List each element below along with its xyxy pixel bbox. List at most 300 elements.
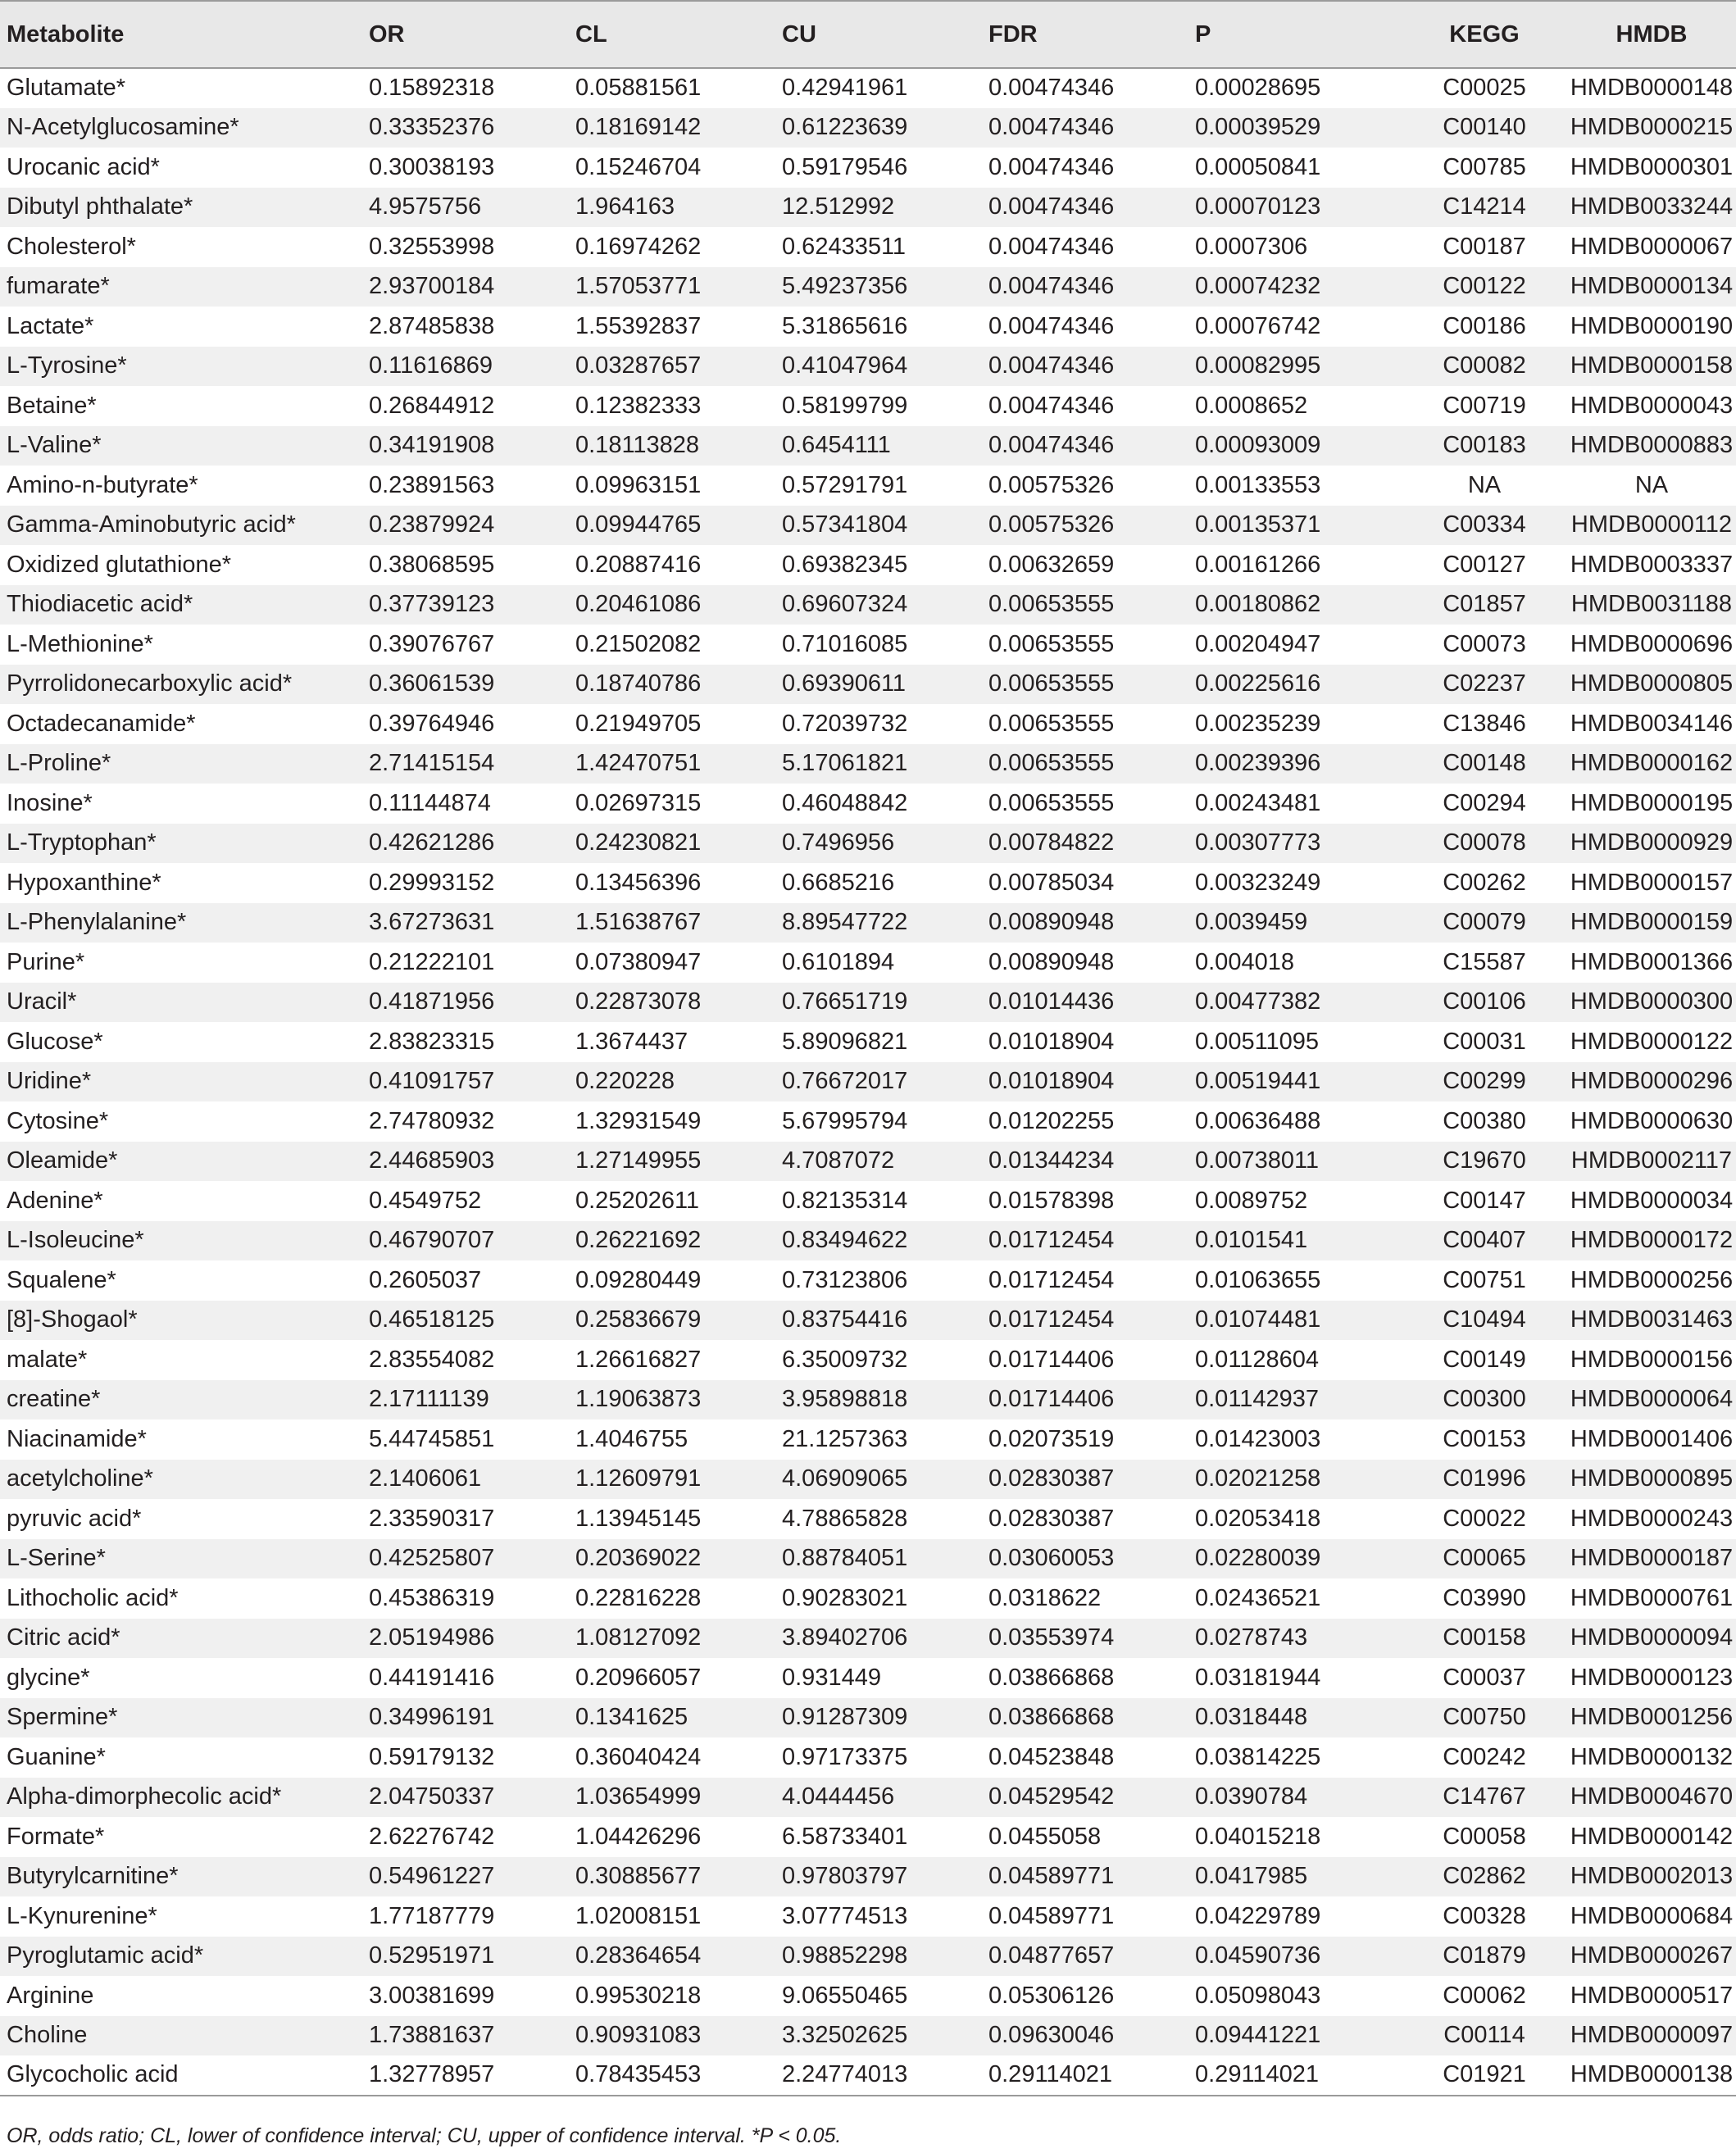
table-row (0, 1260, 1736, 1301)
p-cell: 0.00225616 (1195, 670, 1321, 697)
cu-cell: 0.69382345 (782, 551, 908, 578)
p-cell: 0.004018 (1195, 948, 1294, 975)
metabolite-cell: creatine* (7, 1386, 101, 1413)
or-cell: 0.33352376 (369, 114, 495, 141)
cu-cell: 0.76672017 (782, 1068, 908, 1095)
kegg-cell: C00300 (1443, 1386, 1526, 1413)
cu-cell: 4.06909065 (782, 1465, 908, 1492)
cu-cell: 6.58733401 (782, 1823, 908, 1850)
kegg-cell: C02237 (1443, 670, 1526, 697)
cu-cell: 3.89402706 (782, 1624, 908, 1651)
kegg-cell: C00122 (1443, 273, 1526, 300)
p-cell: 0.00133553 (1195, 471, 1321, 498)
p-cell: 0.04229789 (1195, 1902, 1321, 1929)
hmdb-cell: HMDB0000215 (1570, 114, 1734, 141)
hmdb-cell: HMDB0000142 (1570, 1823, 1734, 1850)
hmdb-cell: HMDB0031188 (1570, 591, 1733, 618)
hmdb-cell: HMDB0000300 (1570, 988, 1734, 1015)
p-cell: 0.01142937 (1195, 1386, 1320, 1413)
p-cell: 0.0039459 (1195, 909, 1308, 936)
cu-cell: 5.67995794 (782, 1107, 908, 1134)
column-header-fdr: FDR (988, 1, 1195, 68)
cu-cell: 4.7087072 (782, 1147, 895, 1174)
cu-cell: 0.6454111 (782, 432, 891, 459)
metabolite-cell: Uridine* (7, 1068, 92, 1095)
cu-cell: 0.7496956 (782, 829, 895, 856)
metabolite-cell: Urocanic acid* (7, 153, 160, 180)
cl-cell: 1.4046755 (575, 1425, 688, 1452)
hmdb-cell: HMDB0002117 (1570, 1147, 1733, 1174)
or-cell: 2.04750337 (369, 1783, 495, 1810)
hmdb-cell: HMDB0000064 (1570, 1386, 1734, 1413)
table-row (0, 1022, 1736, 1062)
cu-cell: 0.71016085 (782, 630, 908, 657)
metabolite-cell: Dibutyl phthalate* (7, 193, 193, 220)
table-row (0, 1460, 1736, 1500)
hmdb-cell: HMDB0034146 (1570, 710, 1734, 737)
metabolite-cell: Citric acid* (7, 1624, 120, 1651)
kegg-cell: C13846 (1443, 710, 1526, 737)
p-cell: 0.0417985 (1195, 1863, 1308, 1890)
or-cell: 3.67273631 (369, 909, 495, 936)
fdr-cell: 0.29114021 (988, 2055, 1195, 2096)
p-cell: 0.00093009 (1195, 432, 1321, 459)
p-cell: 0.00239396 (1195, 750, 1321, 777)
table-row (0, 863, 1736, 903)
or-cell: 2.93700184 (369, 273, 495, 300)
or-cell: 0.42621286 (369, 829, 495, 856)
kegg-cell: C00328 (1443, 1902, 1526, 1929)
or-cell: 0.36061539 (369, 670, 495, 697)
fdr-cell: 0.00653555 (988, 710, 1115, 737)
table-footnote: OR, odds ratio; CL, lower of confidence interval; CU, upper of confidence interval. *P < 0.05. (7, 2124, 842, 2147)
metabolite-cell: L-Isoleucine* (7, 1227, 144, 1254)
fdr-cell: 0.01344234 (988, 1147, 1115, 1174)
table-row (0, 704, 1736, 744)
kegg-cell: C00031 (1443, 1028, 1526, 1055)
kegg-cell: C19670 (1443, 1147, 1526, 1174)
fdr-cell: 0.01712454 (988, 1227, 1115, 1254)
column-header-hmdb: HMDB (1567, 1, 1736, 68)
hmdb-cell: HMDB0000190 (1570, 312, 1734, 339)
fdr-cell: 0.00474346 (988, 233, 1115, 260)
table-row (0, 1937, 1736, 1977)
cu-cell: 0.73123806 (782, 1266, 908, 1293)
cu-cell: 5.89096821 (782, 1028, 908, 1055)
or-cell: 0.44191416 (369, 1664, 495, 1691)
p-cell: 0.0278743 (1195, 1624, 1308, 1651)
cu-cell: 4.78865828 (782, 1505, 908, 1532)
kegg-cell: C00785 (1443, 153, 1526, 180)
cl-cell: 0.20369022 (575, 1545, 702, 1572)
fdr-cell: 0.00474346 (988, 352, 1115, 379)
kegg-cell: C00149 (1443, 1346, 1526, 1373)
column-header-or: OR (369, 1, 575, 68)
fdr-cell: 0.04589771 (988, 1863, 1115, 1890)
cl-cell: 1.13945145 (575, 1505, 702, 1532)
kegg-cell: C00153 (1443, 1425, 1526, 1452)
metabolite-cell: Purine* (7, 948, 85, 975)
p-cell: 0.05098043 (1195, 1982, 1321, 2009)
hmdb-cell: HMDB0000883 (1570, 432, 1734, 459)
table-row (0, 784, 1736, 824)
hmdb-cell: HMDB0000043 (1570, 392, 1734, 419)
table-row (0, 426, 1736, 466)
hmdb-cell: HMDB0001256 (1570, 1704, 1734, 1731)
cu-cell: 0.76651719 (782, 988, 908, 1015)
column-header-kegg: KEGG (1402, 1, 1567, 68)
metabolite-cell: L-Phenylalanine* (7, 909, 187, 936)
p-cell: 0.00070123 (1195, 193, 1321, 220)
cl-cell: 0.99530218 (575, 1982, 702, 2009)
p-cell: 0.00519441 (1195, 1068, 1321, 1095)
hmdb-cell: HMDB0000157 (1570, 869, 1734, 896)
table-row (0, 1499, 1736, 1539)
kegg-cell: C03990 (1443, 1584, 1526, 1611)
table-row (0, 943, 1736, 983)
hmdb-cell: HMDB0000630 (1570, 1107, 1734, 1134)
metabolite-cell: Cytosine* (7, 1107, 109, 1134)
p-cell: 0.0390784 (1195, 1783, 1308, 1810)
hmdb-cell: HMDB0000195 (1570, 789, 1734, 816)
kegg-cell: C00186 (1443, 312, 1526, 339)
hmdb-cell: HMDB0000517 (1570, 1982, 1734, 2009)
p-cell: 0.01063655 (1195, 1266, 1321, 1293)
metabolite-cell: Spermine* (7, 1704, 118, 1731)
p-cell: 0.02280039 (1195, 1545, 1321, 1572)
cu-cell: 0.98852298 (782, 1942, 908, 1969)
cl-cell: 0.15246704 (575, 153, 702, 180)
cl-cell: 0.78435453 (575, 2055, 782, 2096)
cu-cell: 21.1257363 (782, 1425, 908, 1452)
cl-cell: 0.09963151 (575, 471, 702, 498)
cu-cell: 0.6685216 (782, 869, 895, 896)
hmdb-cell: HMDB0000256 (1570, 1266, 1734, 1293)
metabolite-cell: L-Valine* (7, 432, 102, 459)
cl-cell: 0.24230821 (575, 829, 702, 856)
kegg-cell: C00262 (1443, 869, 1526, 896)
p-cell: 0.09441221 (1195, 2022, 1321, 2049)
p-cell: 0.0007306 (1195, 233, 1308, 260)
cl-cell: 1.26616827 (575, 1346, 702, 1373)
hmdb-cell: HMDB0000696 (1570, 630, 1734, 657)
kegg-cell: C15587 (1443, 948, 1526, 975)
p-cell: 0.04015218 (1195, 1823, 1321, 1850)
kegg-cell: C00037 (1443, 1664, 1526, 1691)
kegg-cell: C00140 (1443, 114, 1526, 141)
cl-cell: 0.22873078 (575, 988, 702, 1015)
p-cell: 0.02436521 (1195, 1584, 1321, 1611)
cl-cell: 1.03654999 (575, 1783, 702, 1810)
fdr-cell: 0.01714406 (988, 1386, 1115, 1413)
fdr-cell: 0.04529542 (988, 1783, 1115, 1810)
table-row (0, 1101, 1736, 1142)
or-cell: 2.83554082 (369, 1346, 495, 1373)
metabolite-cell: [8]-Shogaol* (7, 1306, 138, 1333)
metabolite-cell: pyruvic acid* (7, 1505, 142, 1532)
metabolite-cell: Inosine* (7, 789, 93, 816)
column-header-p: P (1195, 1, 1402, 68)
hmdb-cell: HMDB0000684 (1570, 1902, 1734, 1929)
p-cell: 0.00323249 (1195, 869, 1321, 896)
or-cell: 2.17111139 (369, 1386, 489, 1413)
p-cell: 0.03181944 (1195, 1664, 1321, 1691)
kegg-cell: C00062 (1443, 1982, 1526, 2009)
or-cell: 0.59179132 (369, 1743, 495, 1770)
p-cell: 0.00243481 (1195, 789, 1321, 816)
cl-cell: 0.05881561 (575, 75, 702, 102)
hmdb-cell: HMDB0002013 (1570, 1863, 1734, 1890)
metabolite-cell: Cholesterol* (7, 233, 136, 260)
fdr-cell: 0.00890948 (988, 909, 1115, 936)
or-cell: 0.11144874 (369, 789, 491, 816)
cu-cell: 0.931449 (782, 1664, 881, 1691)
fdr-cell: 0.00474346 (988, 392, 1115, 419)
p-cell: 0.04590736 (1195, 1942, 1321, 1969)
fdr-cell: 0.00474346 (988, 75, 1115, 102)
fdr-cell: 0.09630046 (988, 2022, 1115, 2049)
kegg-cell: C01921 (1402, 2055, 1567, 2096)
cu-cell: 12.512992 (782, 193, 895, 220)
metabolite-cell: Betaine* (7, 392, 97, 419)
cl-cell: 0.07380947 (575, 948, 702, 975)
metabolite-cell: Thiodiacetic acid* (7, 591, 193, 618)
or-cell: 2.87485838 (369, 312, 495, 339)
kegg-cell: C00127 (1443, 551, 1526, 578)
cl-cell: 0.21502082 (575, 630, 702, 657)
fdr-cell: 0.00474346 (988, 114, 1115, 141)
or-cell: 2.44685903 (369, 1147, 495, 1174)
cl-cell: 1.55392837 (575, 312, 702, 339)
or-cell: 0.15892318 (369, 75, 495, 102)
hmdb-cell: HMDB0000158 (1570, 352, 1734, 379)
p-cell: 0.00235239 (1195, 710, 1321, 737)
fdr-cell: 0.01712454 (988, 1266, 1115, 1293)
p-cell: 0.00307773 (1195, 829, 1321, 856)
fdr-cell: 0.00575326 (988, 471, 1115, 498)
metabolite-cell: Alpha-dimorphecolic acid* (7, 1783, 282, 1810)
hmdb-cell: HMDB0000172 (1570, 1227, 1734, 1254)
fdr-cell: 0.03060053 (988, 1545, 1115, 1572)
or-cell: 0.39764946 (369, 710, 495, 737)
metabolite-cell: Oxidized glutathione* (7, 551, 232, 578)
p-cell: 0.01128604 (1195, 1346, 1320, 1373)
kegg-cell: C00242 (1443, 1743, 1526, 1770)
cu-cell: 0.62433511 (782, 233, 907, 260)
kegg-cell: C00147 (1443, 1187, 1526, 1214)
or-cell: 0.30038193 (369, 153, 495, 180)
cl-cell: 0.22816228 (575, 1584, 702, 1611)
cl-cell: 0.03287657 (575, 352, 702, 379)
fdr-cell: 0.00784822 (988, 829, 1115, 856)
or-cell: 2.05194986 (369, 1624, 495, 1651)
table-row (0, 1181, 1736, 1221)
table-row (0, 1976, 1736, 2016)
cu-cell: 4.0444456 (782, 1783, 895, 1810)
cl-cell: 0.02697315 (575, 789, 702, 816)
cl-cell: 0.36040424 (575, 1743, 702, 1770)
cl-cell: 0.20461086 (575, 591, 702, 618)
table-row (0, 1062, 1736, 1102)
hmdb-cell: HMDB0000895 (1570, 1465, 1734, 1492)
table-row (0, 1578, 1736, 1619)
table-row (0, 386, 1736, 426)
metabolite-cell: L-Kynurenine* (7, 1902, 157, 1929)
or-cell: 3.00381699 (369, 1982, 495, 2009)
hmdb-cell: HMDB0000929 (1570, 829, 1734, 856)
or-cell: 1.77187779 (369, 1902, 495, 1929)
fdr-cell: 0.00653555 (988, 630, 1115, 657)
fdr-cell: 0.00474346 (988, 193, 1115, 220)
cl-cell: 0.25836679 (575, 1306, 702, 1333)
fdr-cell: 0.04523848 (988, 1743, 1115, 1770)
table-row (0, 983, 1736, 1023)
or-cell: 0.54961227 (369, 1863, 495, 1890)
fdr-cell: 0.02830387 (988, 1465, 1115, 1492)
cu-cell: 0.88784051 (782, 1545, 908, 1572)
cu-cell: 3.32502625 (782, 2022, 908, 2049)
column-header-cu: CU (782, 1, 988, 68)
p-cell: 0.03814225 (1195, 1743, 1321, 1770)
kegg-cell: C00334 (1443, 511, 1526, 538)
or-cell: 2.1406061 (369, 1465, 482, 1492)
or-cell: 0.42525807 (369, 1545, 495, 1572)
kegg-cell: C00719 (1443, 392, 1526, 419)
kegg-cell: C00407 (1443, 1227, 1526, 1254)
cl-cell: 0.25202611 (575, 1187, 700, 1214)
fdr-cell: 0.04589771 (988, 1902, 1115, 1929)
table-row (0, 2016, 1736, 2056)
fdr-cell: 0.03553974 (988, 1624, 1115, 1651)
cu-cell: 0.83754416 (782, 1306, 908, 1333)
p-cell: 0.00076742 (1195, 312, 1321, 339)
cu-cell: 0.6101894 (782, 948, 895, 975)
cl-cell: 0.90931083 (575, 2022, 702, 2049)
cl-cell: 1.04426296 (575, 1823, 702, 1850)
fdr-cell: 0.01578398 (988, 1187, 1115, 1214)
cu-cell: 0.41047964 (782, 352, 908, 379)
cu-cell: 0.97803797 (782, 1863, 908, 1890)
or-cell: 0.34191908 (369, 432, 495, 459)
cl-cell: 0.30885677 (575, 1863, 702, 1890)
metabolite-cell: Pyroglutamic acid* (7, 1942, 204, 1969)
fdr-cell: 0.01714406 (988, 1346, 1115, 1373)
kegg-cell: C00114 (1443, 2022, 1525, 2049)
or-cell: 0.23879924 (369, 511, 495, 538)
cl-cell: 1.02008151 (575, 1902, 702, 1929)
or-cell: 1.32778957 (369, 2055, 575, 2096)
or-cell: 4.9575756 (369, 193, 482, 220)
cl-cell: 0.18169142 (575, 114, 702, 141)
kegg-cell: C00025 (1443, 75, 1526, 102)
hmdb-cell: HMDB0000296 (1570, 1068, 1734, 1095)
p-cell: 0.00135371 (1195, 511, 1321, 538)
hmdb-cell: HMDB0000159 (1570, 909, 1734, 936)
p-cell: 0.0318448 (1195, 1704, 1308, 1731)
or-cell: 2.83823315 (369, 1028, 495, 1055)
cl-cell: 0.20966057 (575, 1664, 702, 1691)
p-cell: 0.01074481 (1195, 1306, 1321, 1333)
cl-cell: 1.964163 (575, 193, 675, 220)
or-cell: 0.32553998 (369, 233, 495, 260)
kegg-cell: C00158 (1443, 1624, 1526, 1651)
or-cell: 0.46790707 (369, 1227, 495, 1254)
fdr-cell: 0.00474346 (988, 273, 1115, 300)
kegg-cell: C00058 (1443, 1823, 1526, 1850)
kegg-cell: C00750 (1443, 1704, 1526, 1731)
fdr-cell: 0.01202255 (988, 1107, 1115, 1134)
hmdb-cell: HMDB0000187 (1570, 1545, 1734, 1572)
hmdb-cell: HMDB0001366 (1570, 948, 1734, 975)
fdr-cell: 0.01018904 (988, 1028, 1115, 1055)
p-cell: 0.00161266 (1195, 551, 1321, 578)
or-cell: 0.29993152 (369, 869, 495, 896)
hmdb-cell: HMDB0000094 (1570, 1624, 1734, 1651)
hmdb-cell: HMDB0033244 (1570, 193, 1734, 220)
cu-cell: 0.72039732 (782, 710, 908, 737)
hmdb-cell: HMDB0000805 (1570, 670, 1734, 697)
kegg-cell: C00022 (1443, 1505, 1526, 1532)
hmdb-cell: HMDB0000067 (1570, 233, 1734, 260)
table-row (0, 148, 1736, 188)
table-row (0, 625, 1736, 665)
table-row (0, 545, 1736, 585)
kegg-cell: C01879 (1443, 1942, 1526, 1969)
hmdb-cell: HMDB0000138 (1567, 2055, 1736, 2096)
or-cell: 2.62276742 (369, 1823, 495, 1850)
metabolite-cell: Uracil* (7, 988, 77, 1015)
table-row (0, 188, 1736, 228)
metabolite-cell: Arginine (7, 1982, 94, 2009)
fdr-cell: 0.01018904 (988, 1068, 1115, 1095)
or-cell: 5.44745851 (369, 1425, 495, 1452)
cl-cell: 1.51638767 (575, 909, 702, 936)
kegg-cell: C14214 (1443, 193, 1526, 220)
column-header-cl: CL (575, 1, 782, 68)
metabolite-cell: L-Methionine* (7, 630, 153, 657)
metabolite-cell: Adenine* (7, 1187, 103, 1214)
p-cell: 0.00039529 (1195, 114, 1321, 141)
metabolite-cell: Squalene* (7, 1266, 116, 1293)
cu-cell: 5.31865616 (782, 312, 908, 339)
kegg-cell: C02862 (1443, 1863, 1526, 1890)
table-row (0, 1619, 1736, 1659)
kegg-cell: C00082 (1443, 352, 1526, 379)
fdr-cell: 0.00474346 (988, 312, 1115, 339)
or-cell: 0.45386319 (369, 1584, 495, 1611)
metabolite-cell: Octadecanamide* (7, 710, 196, 737)
fdr-cell: 0.00653555 (988, 750, 1115, 777)
or-cell: 0.52951971 (369, 1942, 495, 1969)
or-cell: 0.46518125 (369, 1306, 495, 1333)
cl-cell: 0.21949705 (575, 710, 702, 737)
fdr-cell: 0.00632659 (988, 551, 1115, 578)
table-row (0, 1142, 1736, 1182)
table-row (0, 1301, 1736, 1341)
hmdb-cell: HMDB0000301 (1570, 153, 1734, 180)
p-cell: 0.02053418 (1195, 1505, 1321, 1532)
cu-cell: 0.69607324 (782, 591, 908, 618)
fdr-cell: 0.00575326 (988, 511, 1115, 538)
cl-cell: 1.57053771 (575, 273, 702, 300)
p-cell: 0.00204947 (1195, 630, 1321, 657)
metabolite-cell: Butyrylcarnitine* (7, 1863, 179, 1890)
table-body (0, 68, 1736, 2096)
kegg-cell: C00183 (1443, 432, 1526, 459)
metabolite-cell: Niacinamide* (7, 1425, 147, 1452)
kegg-cell: C00380 (1443, 1107, 1526, 1134)
table-row (0, 744, 1736, 784)
